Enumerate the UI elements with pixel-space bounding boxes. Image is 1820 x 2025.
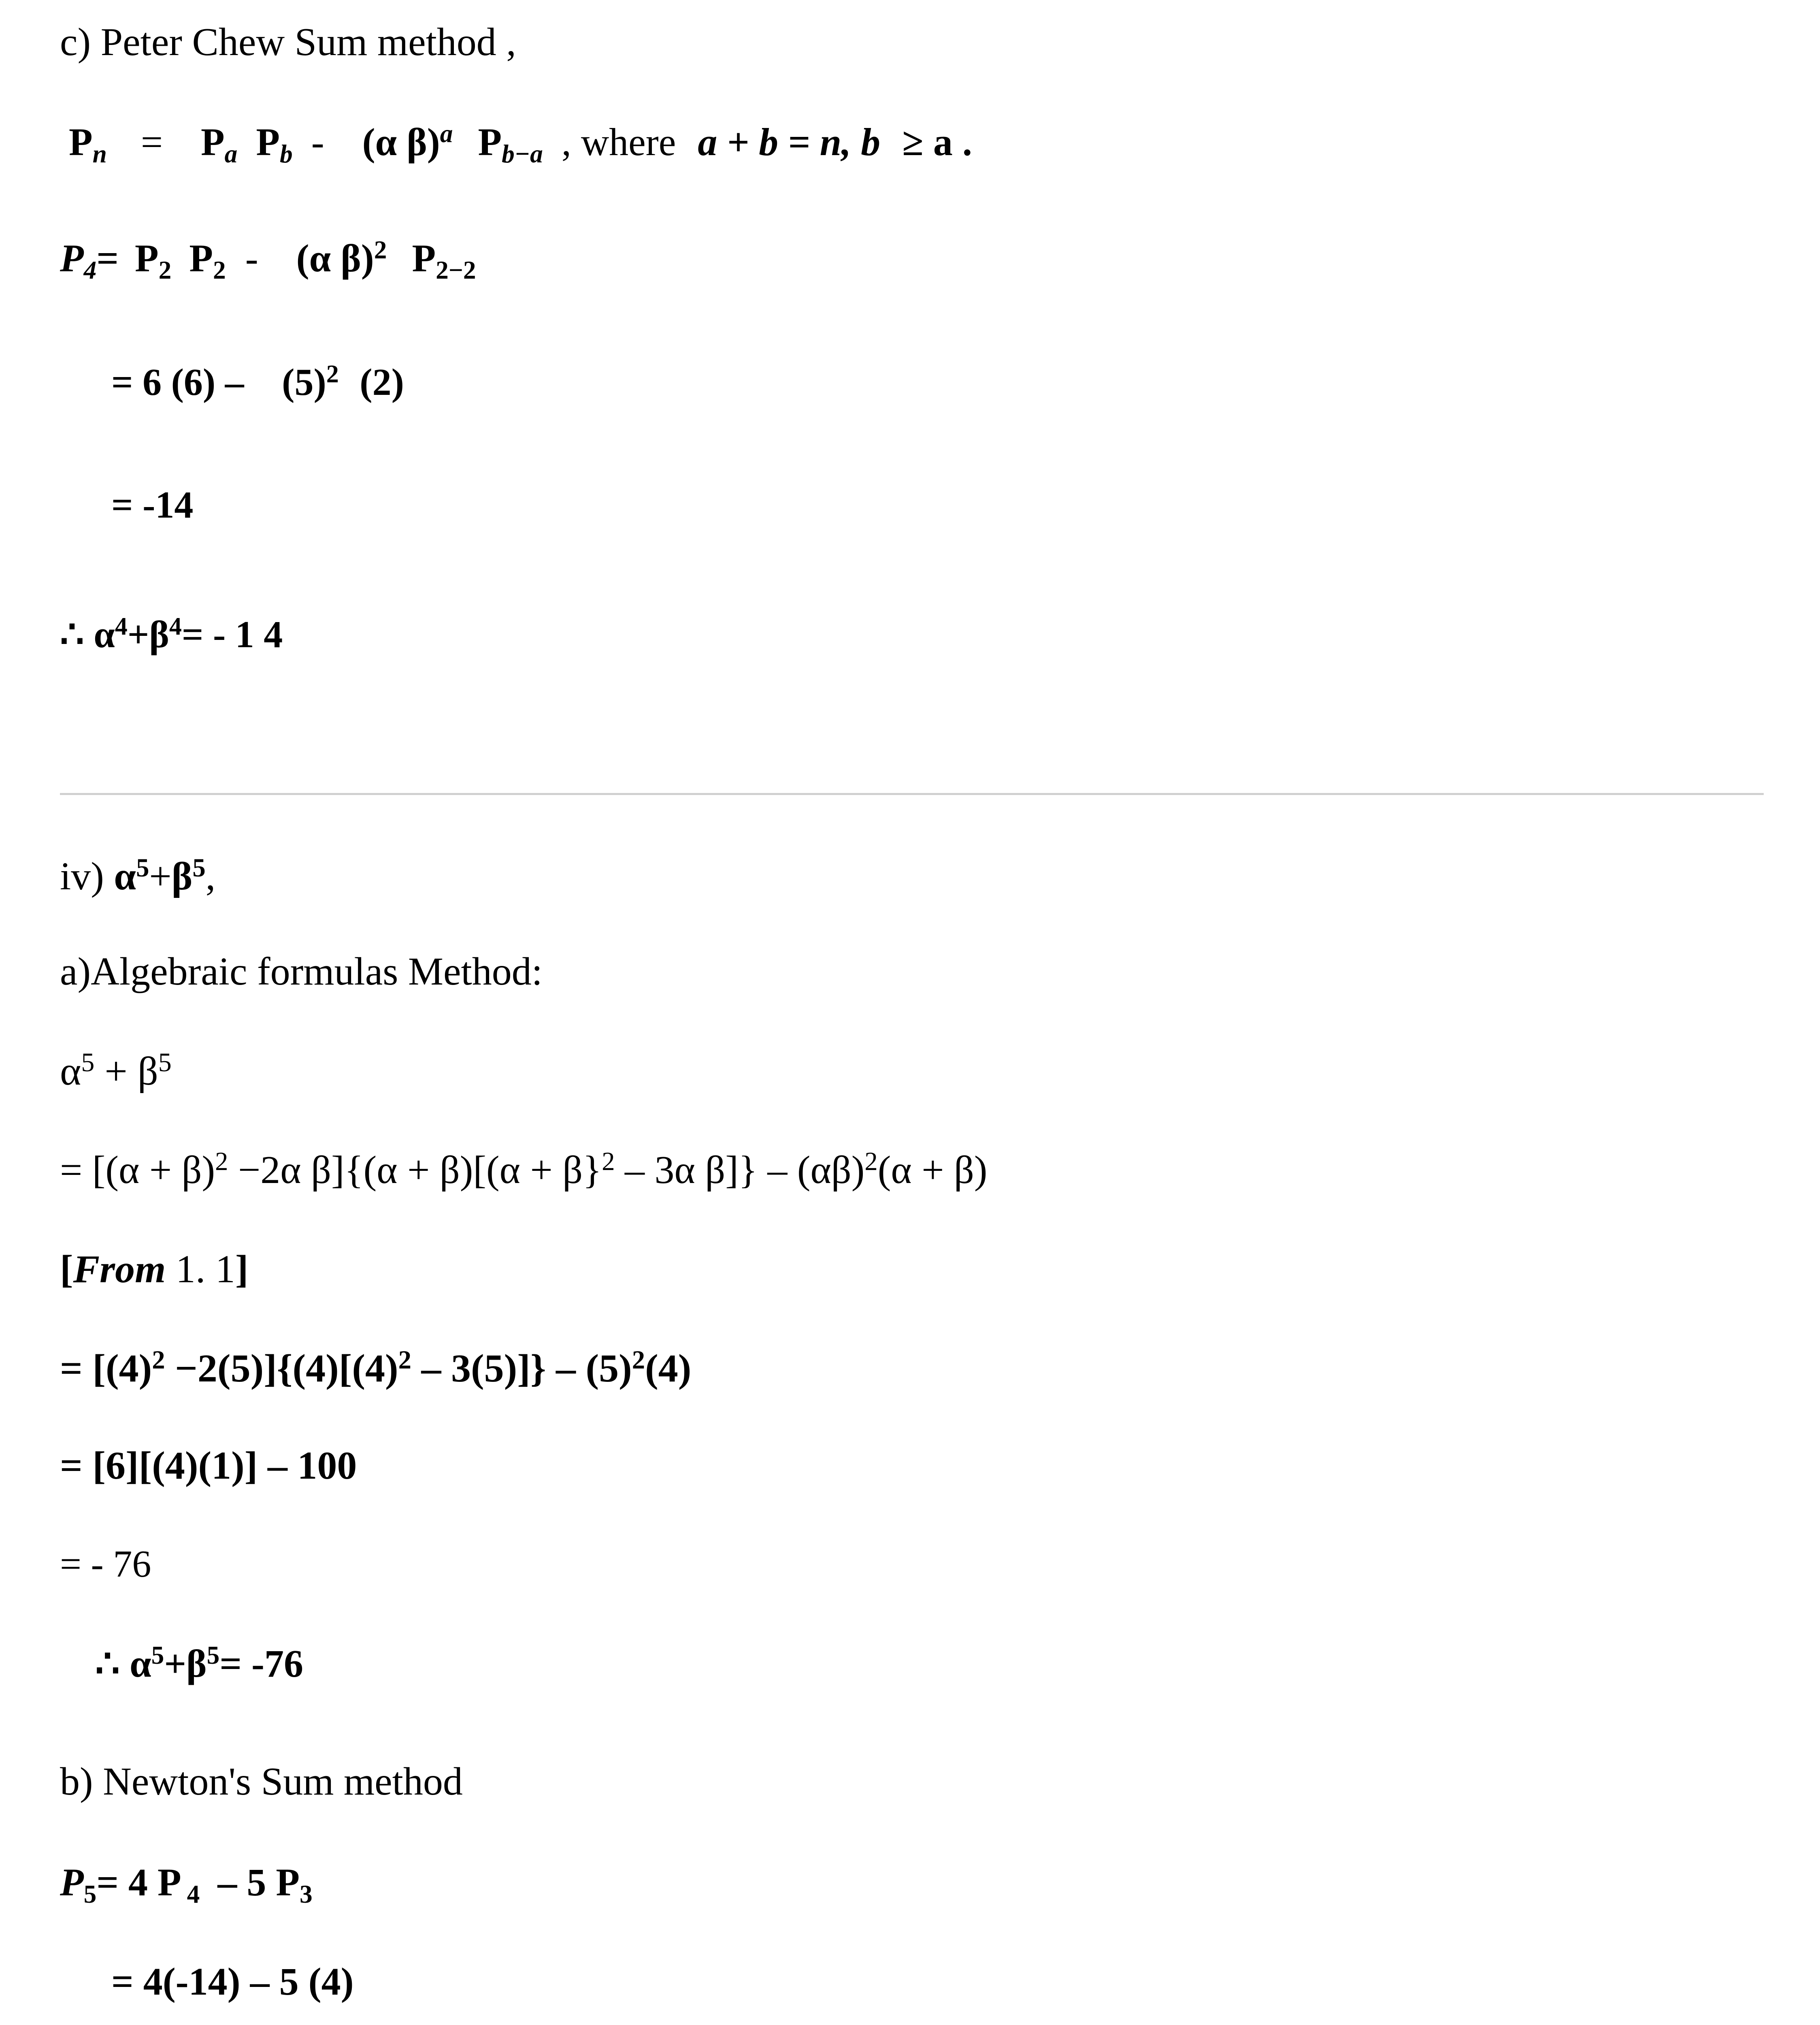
method-a-identity: = [$(\alpha + \beta)^2 -2\alpha$ $\beta]\{(\alpha + \beta)[(\alpha + \beta\}^2 - 3\alpha$ $\beta]\} - (\alpha\beta)^2(\alpha + \beta)$ (60, 1146, 988, 1192)
peter-chew-conclusion: ∴ $\alpha^4+\beta^4= - 1$ 4 (60, 612, 283, 656)
method-a-substitution-1: = $[(4)^2 -2(5)]\{(4)[(4)^2 - 3(5)]\} - (5)^2(4)$ (60, 1345, 692, 1390)
peter-chew-general-formula: $P_n = P_a$ $P_b - (\alpha$ β)$^a$ $P_{b-a}$ , where a + b = n, b ≥ a . (69, 119, 972, 168)
formula-lhs: $P_n$ (69, 120, 107, 168)
method-a-reference: [From 1. 1] (60, 1247, 249, 1291)
section-c-heading: c) Peter Chew Sum method , (60, 20, 516, 64)
section-divider (60, 793, 1764, 795)
peter-chew-step-1: $P_4= P_2$ $P_2 - (\alpha$ β)$^2$ $P_{2-2}$ (60, 236, 476, 284)
method-a-expression: $\alpha^5 + \beta^5$ (60, 1048, 172, 1094)
method-a-title: a)Algebraic formulas Method: (60, 950, 543, 993)
method-a-substitution-3: = - 76 (60, 1543, 151, 1585)
section-iv-heading: iv) $\alpha^5+\beta^5$, (60, 853, 216, 898)
method-b-substitution-1: = 4(-14) – 5 (4) (111, 1960, 354, 2003)
method-b-title: b) Newton's Sum method (60, 1760, 463, 1803)
method-a-substitution-2: = [6][(4)(1)] – 100 (60, 1444, 357, 1488)
method-b-formula: $P_5= 4$ P $_4$ – 5 $P_3$ (60, 1861, 313, 1908)
peter-chew-step-3: = -14 (111, 484, 194, 526)
peter-chew-step-2: = 6 $(6) - (5)^2$ (2) (111, 360, 404, 403)
method-a-result: ∴ $\alpha^5+\beta^5= -76$ (95, 1641, 303, 1685)
